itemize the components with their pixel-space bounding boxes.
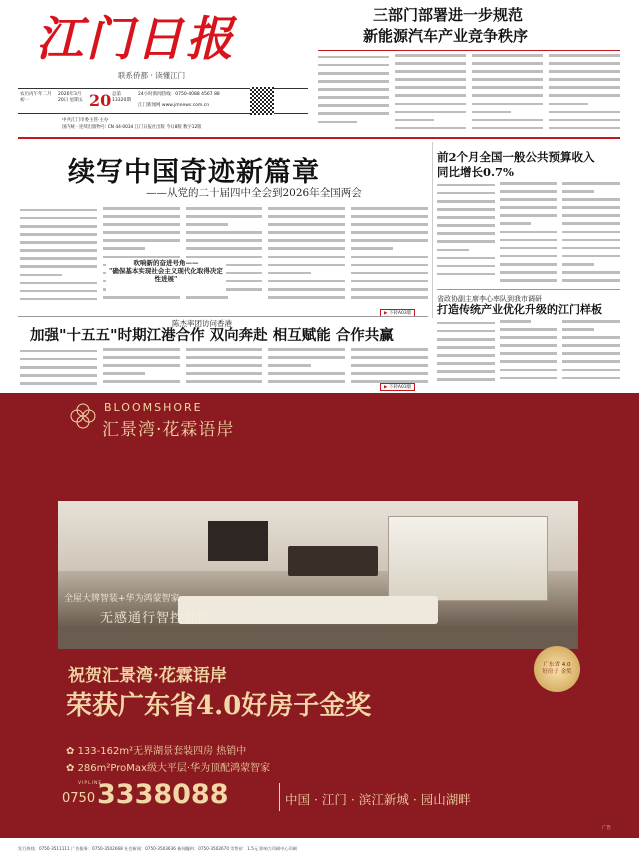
ad-headline-1: 祝贺汇景湾·花霖语岸 bbox=[68, 666, 227, 686]
industry-story-kicker: 省政协副主席李心率队到我市调研 bbox=[437, 295, 542, 303]
lead-story-title: 续写中国奇迹新篇章 bbox=[68, 157, 320, 188]
real-estate-ad[interactable] bbox=[0, 393, 639, 838]
qr-code-icon bbox=[250, 87, 274, 115]
industry-story-body bbox=[437, 320, 620, 390]
cn-number: 国内统一连续出版物号: CN 44-0034 江门日报社出版 今日8版 数字12版 bbox=[62, 125, 202, 130]
lead-story-body bbox=[20, 207, 428, 307]
masthead-title: 江门日报 bbox=[36, 12, 236, 67]
issue-date: 2026年3月20日 星期五 bbox=[58, 92, 84, 103]
phone-number[interactable]: 3338088 bbox=[97, 779, 229, 810]
budget-story-title-1: 前2个月全国一般公共预算收入 bbox=[437, 150, 595, 164]
issue-number: 20 bbox=[89, 91, 112, 110]
ad-disclaimer: 广告 bbox=[602, 826, 611, 831]
award-badge-text: 广东省 4.0好房子 金奖 bbox=[542, 662, 572, 675]
hk-story-body bbox=[20, 348, 428, 390]
top-story-title-2: 新能源汽车产业竞争秩序 bbox=[363, 27, 529, 45]
masthead-slogan: 联系侨都 · 读懂江门 bbox=[118, 71, 186, 80]
vip-label: VIPLINE bbox=[78, 781, 103, 786]
hk-story-title: 加强"十五五"时期江港合作 双向奔赴 相互赋能 合作共赢 bbox=[30, 327, 394, 344]
budget-story-body bbox=[437, 182, 620, 287]
top-story-title-1: 三部门部署进一步规范 bbox=[373, 6, 524, 24]
ad-brand-en: BLOOMSHORE bbox=[104, 401, 203, 414]
budget-story-title-2: 同比增长0.7% bbox=[437, 165, 514, 179]
news-hotline: 24小时新闻热线：0750-4088 4567 88 bbox=[138, 92, 220, 97]
lead-story-subtitle: ——从党的二十届四中全会到2026年全国两会 bbox=[146, 187, 362, 199]
hk-continued-tag[interactable]: ▶ 下转A03版 bbox=[380, 383, 415, 391]
ad-headline-2: 荣获广东省4.0好房子金奖 bbox=[66, 691, 372, 721]
footer-text: 发行热线：0750-3511111 广告服务：0750-3502668 社会新闻：0750-3503636 新闻爆料：0750-3502670 零售价：1.5元 影响力印刷中心印刷 bbox=[18, 846, 297, 851]
lead-sidebar-box bbox=[106, 258, 226, 292]
ad-photo-caption-2: 无感通行智控社区 bbox=[100, 611, 213, 626]
ad-feature-1: ✿ 133-162m²无界湖景套装四房 热销中 bbox=[66, 746, 247, 757]
ad-location: 中国 · 江门 · 滨江新城 · 园山湖畔 bbox=[285, 792, 471, 807]
dateline-bar bbox=[18, 88, 308, 114]
footer-bar bbox=[0, 840, 639, 858]
lead-sidebar-sub: "确保基本实现社会主义现代化取得决定性进展" bbox=[109, 267, 223, 283]
sponsor-line: 中共江门市委主管·主办 bbox=[62, 118, 109, 123]
ad-interior-photo bbox=[58, 501, 578, 649]
total-issue: 总第13320期 bbox=[112, 92, 131, 103]
ad-photo-caption-1: 全屋大牌智装+华为鸿蒙智家 bbox=[64, 594, 180, 604]
website: 江门新闻网 www.jmnews.com.cn bbox=[138, 103, 210, 108]
hk-story-kicker: 陈杰率团访问香港 bbox=[172, 319, 232, 328]
lead-continued-tag[interactable]: ▶ 下转A03版 bbox=[380, 309, 415, 317]
ad-feature-2: ✿ 286m²ProMax级大平层·华为顶配鸿蒙智家 bbox=[66, 763, 271, 774]
industry-story-title: 打造传统产业优化升级的江门样板 bbox=[437, 303, 602, 316]
flower-logo-icon bbox=[68, 401, 98, 431]
top-story-body bbox=[318, 54, 620, 134]
award-badge bbox=[534, 646, 580, 692]
phone-prefix: 0750 bbox=[62, 791, 96, 806]
ad-brand-cn: 汇景湾·花霖语岸 bbox=[102, 420, 235, 440]
lunar-date: 农历丙午年二月初一 bbox=[20, 92, 52, 103]
lead-sidebar-title: 吹响新的奋进号角—— bbox=[133, 259, 199, 267]
